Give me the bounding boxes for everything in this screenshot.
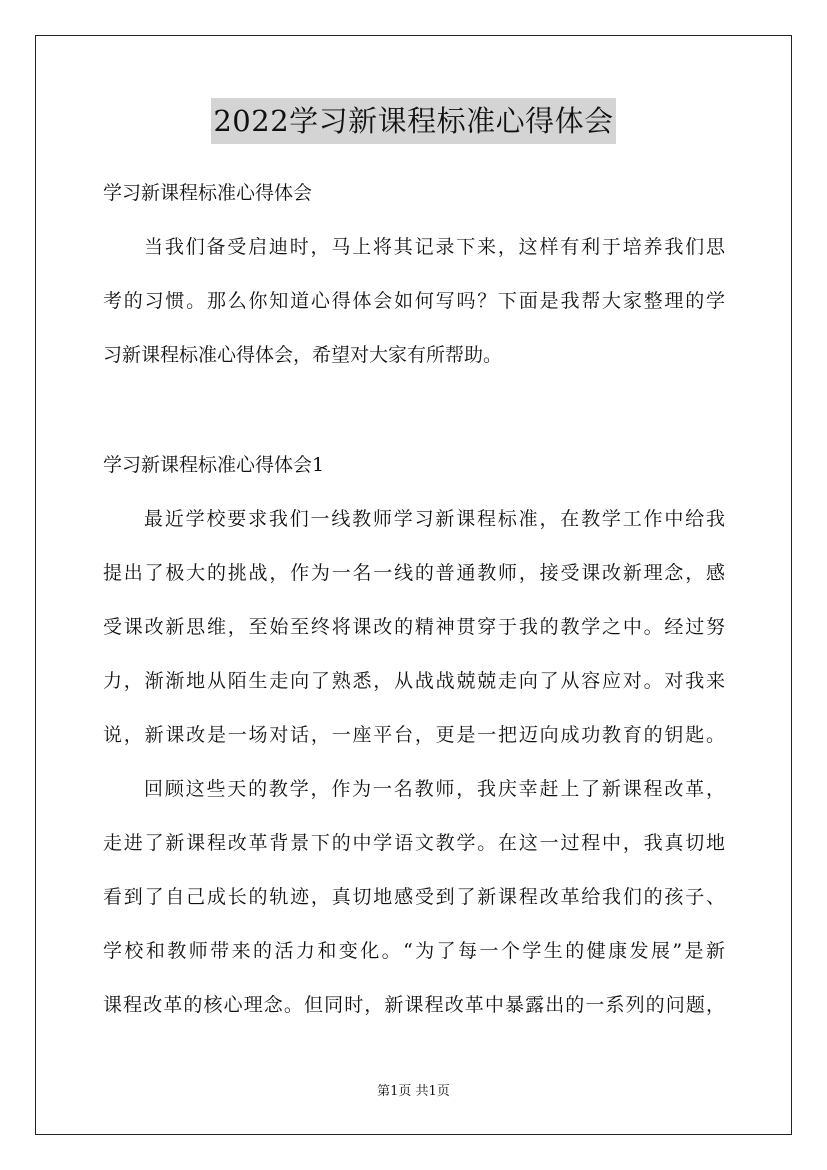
para2-line-3: 看到了自己成长的轨迹，真切地感受到了新课程改革给我们的孩子、	[103, 886, 725, 908]
para2-line-2: 走进了新课程改革背景下的中学语文教学。在这一过程中，我真切地	[103, 832, 725, 854]
para2-line-5: 课程改革的核心理念。但同时，新课程改革中暴露出的一系列的问题，	[103, 994, 725, 1016]
para2-line-1: 回顾这些天的教学，作为一名教师，我庆幸赶上了新课程改革，	[144, 778, 725, 800]
document-title	[0, 98, 827, 144]
para2-line-4: 学校和教师带来的活力和变化。“为了每一个学生的健康发展”是新	[103, 940, 725, 962]
intro-line-2: 考的习惯。那么你知道心得体会如何写吗？下面是我帮大家整理的学	[103, 290, 725, 312]
para1-line-1: 最近学校要求我们一线教师学习新课程标准，在教学工作中给我	[144, 508, 725, 530]
document-subtitle: 学习新课程标准心得体会	[103, 182, 313, 204]
para1-line-5: 说，新课改是一场对话，一座平台，更是一把迈向成功教育的钥匙。	[103, 724, 725, 746]
para1-line-2: 提出了极大的挑战，作为一名一线的普通教师，接受课改新理念，感	[103, 562, 725, 584]
document-title-text: 2022学习新课程标准心得体会	[211, 98, 615, 144]
section-heading-1: 学习新课程标准心得体会1	[103, 454, 325, 476]
para1-line-4: 力，渐渐地从陌生走向了熟悉，从战战兢兢走向了从容应对。对我来	[103, 670, 725, 692]
para1-line-3: 受课改新思维，至始至终将课改的精神贯穿于我的教学之中。经过努	[103, 616, 725, 638]
intro-line-1: 当我们备受启迪时，马上将其记录下来，这样有利于培养我们思	[144, 236, 725, 258]
page-footer: 第1页 共1页	[377, 1084, 450, 1099]
intro-line-3: 习新课程标准心得体会，希望对大家有所帮助。	[103, 344, 503, 366]
